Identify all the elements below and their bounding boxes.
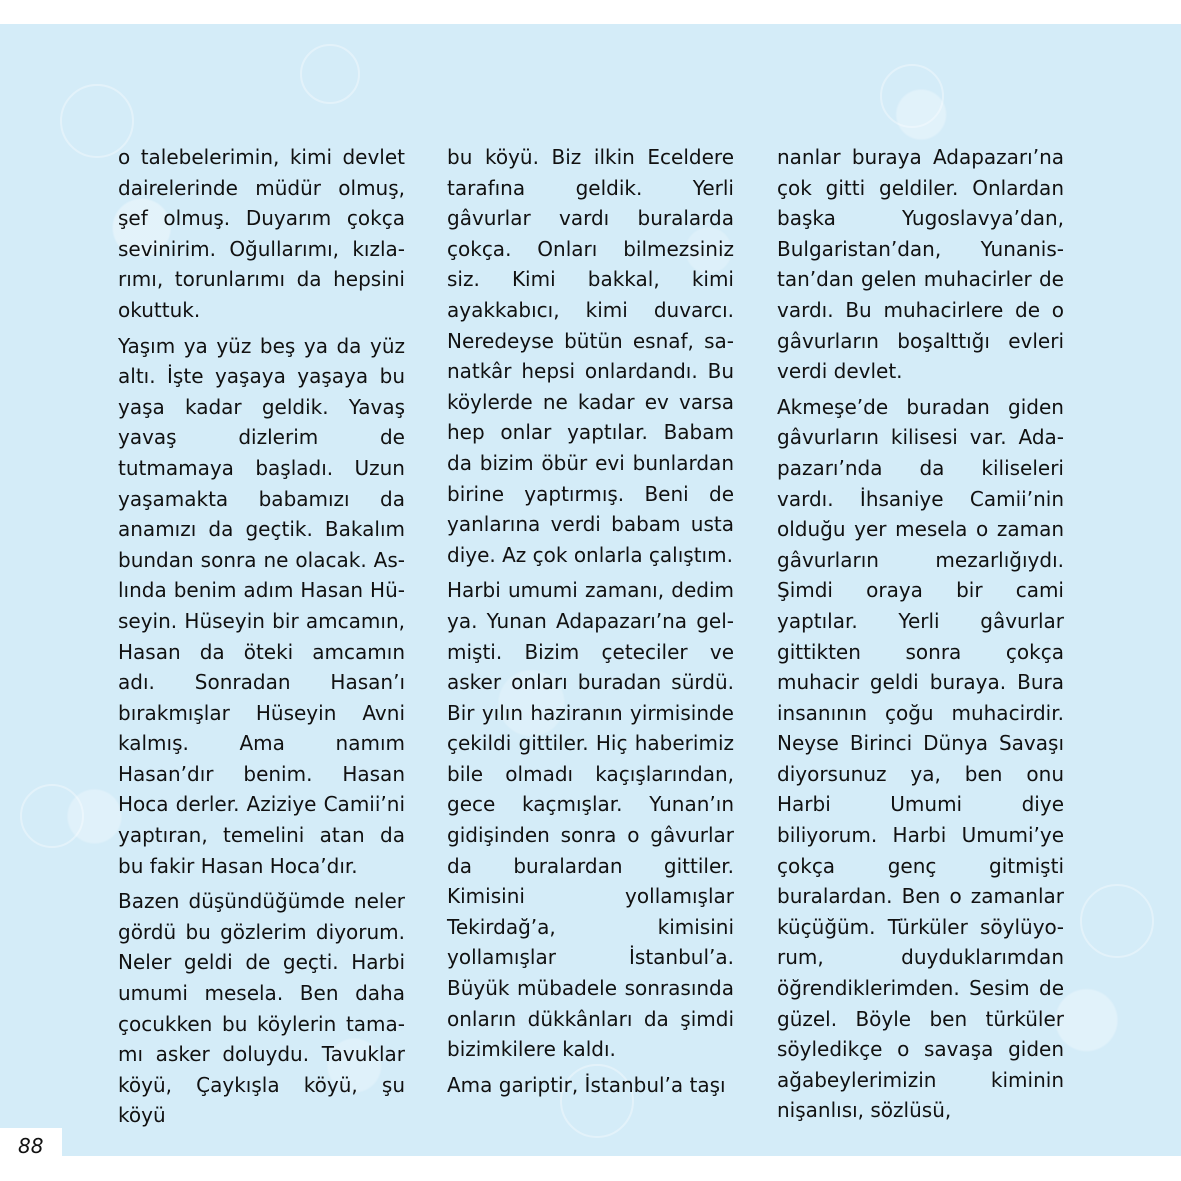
rose-ornament <box>880 64 944 128</box>
paragraph: Bazen düşündüğümde neler gördü bu gözlerim diyorum. Neler geldi de geçti. Harbi umumi mesela. Ben daha çocukken bu köylerin tamamı asker doluydu. Tavuklar köyü, Çaykışla köyü, şu köyü <box>118 889 405 1128</box>
text-column-3 <box>777 142 1064 1131</box>
paragraph: nanlar buraya Adapazarı’na çok gitti geldiler. Onlardan başka Yugoslavya’dan, Bulgaristan’dan, Yunanistan’dan gelen muhacirler de vardı. Bu muhacirlere de o gâvurların boşalttığı evleri verdi devlet. <box>777 145 1064 384</box>
paragraph: o talebelerimin, kimi devlet dairelerinde müdür olmuş, şef olmuş. Duyarım çokça sevinirim. Oğullarımı, kızlarımı, torunlarımı da hepsini okuttuk. <box>118 145 405 322</box>
paragraph: Yaşım ya yüz beş ya da yüz altı. İşte yaşaya yaşaya bu yaşa kadar geldik. Yavaş yavaş dizlerim de tutmamaya başladı. Uzun yaşamakta babamızı da anamızı da geçtik. Bakalım bundan sonra ne olacak. Aslında benim adım Hasan Hüseyin. Hüseyin bir amcamın, Hasan da öteki amcamın adı. Sonradan Hasan’ı bırakmışlar Hüseyin Avni kalmış. Ama namım Hasan’dır benim. Hasan Hoca derler. Aziziye Camii’ni yaptıran, temelini atan da bu fakir Hasan Hoca’dır. <box>118 333 405 878</box>
paragraph: Ama gariptir, İstanbul’a taşı <box>447 1072 726 1097</box>
rose-ornament <box>300 44 360 104</box>
rose-ornament <box>20 784 84 848</box>
page-number: 88 <box>0 1128 62 1156</box>
text-column-1 <box>118 142 405 1136</box>
paragraph: Harbi umumi zamanı, dedim ya. Yunan Adapazarı’na gelmişti. Bizim çeteciler ve asker onları buradan sürdü. Bir yılın haziranın yirmisinde çekildi gittiler. Hiç haberimiz bile olmadı kaçışlarından, gece kaçmışlar. Yunan’ın gidişinden sonra o gâvurlar da buralardan gittiler. Kimisini yollamışlar Tekirdağ’a, kimisini yollamışlar İstanbul’a. Büyük mübadele sonrasında onların dükkânları da şimdi bizimkilere kaldı. <box>447 578 734 1062</box>
rose-ornament <box>1080 884 1154 958</box>
text-column-2 <box>447 142 734 1105</box>
paragraph: bu köyü. Biz ilkin Eceldere tarafına geldik. Yerli gâvurlar vardı buralarda çokça. Onları bilmezsiniz siz. Kimi bakkal, kimi ayakkabıcı, kimi duvarcı. Neredeyse bütün esnaf, sanatkâr hepsi onlardandı. Bu köylerde ne kadar ev varsa hep onlar yaptılar. Babam da bizim öbür evi bunlardan birine yaptırmış. Beni de yanlarına verdi babam usta diye. Az çok onlarla çalıştım. <box>447 145 734 567</box>
paragraph: Akmeşe’de buradan giden gâvurların kilisesi var. Adapazarı’nda da kiliseleri vardı. İhsaniye Camii’nin olduğu yer mesela o zaman gâvurların mezarlığıydı. Şimdi oraya bir cami yaptılar. Yerli gâvurlar gittikten sonra çokça muhacir geldi buraya. Bura insanının çoğu muhacirdir. Neyse Birinci Dünya Savaşı diyorsunuz ya, ben onu Harbi Umumi diye biliyorum. Harbi Umumi’ye çokça genç gitmişti buralardan. Ben o zamanlar küçüğüm. Türküler söylüyorum, duyduklarımdan öğrendiklerimden. Sesim de güzel. Böyle ben türküler söyledikçe o savaşa giden ağabeylerimizin kiminin nişanlısı, sözlüsü, <box>777 394 1064 1123</box>
